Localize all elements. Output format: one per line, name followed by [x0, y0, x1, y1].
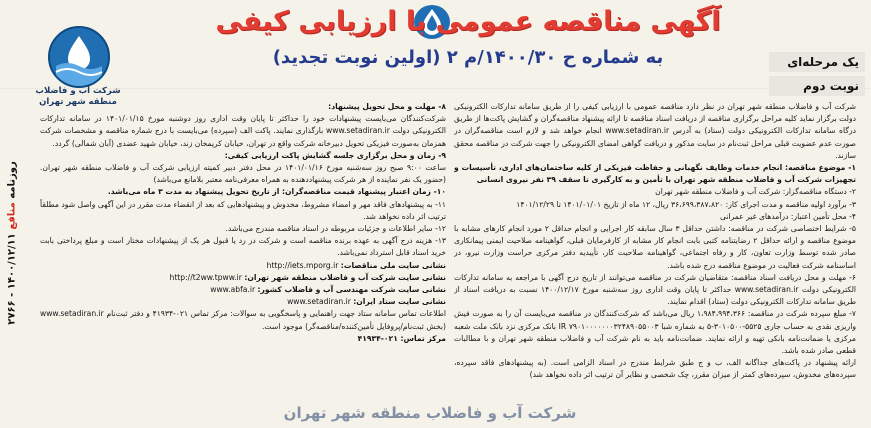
item-6: ۶- مهلت و محل دریافت اسناد مناقصه: متقاضیان شرکت در مناقصه می‌توانند از تاریخ درج آگهی با مراجعه به سامانه تدارکات الکترونیکی دولت www.setadiran.ir حداکثر تا پایان وقت اداری روز سه‌شنبه مورخ ۱۴۰۰/۱۲/۱۷ نسبت به دریافت اسناد از طریق سامانه تدارکات الکترونیکی دولت (ستاد) اقدام نمایند.	[454, 272, 856, 307]
contact-center: مرکز تماس: ۰۲۱-۴۱۹۳۴	[357, 333, 446, 343]
site-abfa-label: نشانی سایت شرکت مهندسی آب و فاضلاب کشور:	[257, 285, 446, 295]
item-2: ۲- دستگاه مناقصه‌گزار: شرکت آب و فاضلاب منطقه شهر تهران	[655, 187, 856, 197]
site-setad-label: نشانی سایت ستاد ایران:	[353, 297, 446, 307]
intro-paragraph: شرکت آب و فاضلاب منطقه شهر تهران در نظر دارد مناقصه عمومی با ارزیابی کیفی را از طریق سامانه تدارکات الکترونیکی دولت برگزار نماید کلیه مراحل برگزاری مناقصه از دریافت اسناد مناقصه تا ارائه پیشنهاد مناقصه‌گران و گشایش پاکت‌ها از طریق درگاه سامانه تدارکات الکترونیکی دولت (ستاد) به آدرس www.setadiran.ir انجام خواهد شد و لازم است مناقصه‌گران در صورت عدم عضویت قبلی مراحل ثبت‌نام در سایت مذکور و دریافت گواهی امضای الکترونیکی را جهت شرکت در مناقصه محقق سازند.	[454, 102, 856, 160]
stage-badge: یک مرحله‌ای	[769, 52, 865, 72]
item-12: ۱۲- سایر اطلاعات و جزئیات مربوطه در اسناد مناقصه مندرج می‌باشد.	[225, 224, 446, 234]
item-5: ۵- شرایط اختصاصی شرکت در مناقصه: داشتن حداقل ۳ سال سابقه کار اجرایی و انجام حداقل ۲ مورد انجام کارهای مشابه با موضوع مناقصه و ارائه حداقل ۲ رضایتنامه کتبی بابت انجام کار مشابه از کارفرمایان قبلی، گواهینامه صلاحیت ایمنی پیمانکاری صادر شده توسط وزارت تعاون، کار و رفاه اجتماعی، گواهینامه صلاحیت کار، تأییدیه دفتر مرکزی حراست وزارت نیرو، در اساسنامه شرکت فعالیت در موضوع مناقصه درج شده باشد.	[454, 224, 856, 270]
item-13: ۱۳- هزینه درج آگهی به عهده برنده مناقصه است و شرکت در رد یا قبول هر یک از پیشنهادات مختار است و مبلغ پرداختی بابت خرید اسناد قابل استرداد نمی‌باشد.	[40, 236, 446, 258]
company-logo	[28, 26, 128, 108]
item-8-heading: ۸- مهلت و محل تحویل پیشنهاد:	[328, 102, 446, 111]
turn-badge: نوبت دوم	[769, 76, 865, 96]
site-abfa-link[interactable]: www.abfa.ir	[210, 285, 256, 295]
site-national	[40, 260, 446, 272]
logo-caption-line2: منطقه شهر تهران	[39, 97, 117, 107]
site-national-link[interactable]: http://iets.mporg.ir	[266, 260, 339, 270]
left-column	[40, 101, 446, 403]
logo-caption-line1: شرکت آب و فاضلاب	[35, 86, 121, 96]
side-stamp-accent: منافع	[6, 202, 18, 230]
right-column	[454, 101, 856, 403]
site-national-label: نشانی سایت ملی مناقصات:	[340, 260, 446, 270]
item-11: ۱۱- به پیشنهادهای فاقد مهر و امضاء مشروط، مخدوش و پیشنهادهایی که بعد از انقضاء مدت مقرر در این آگهی واصل شود مطلقاً ترتیب اثر داده نخواهد شد.	[40, 199, 446, 221]
item-9: ساعت ۹:۰۰ صبح روز سه‌شنبه مورخ ۱۴۰۱/۰۱/۱۶ در محل دفتر دبیر کمیته ارزیابی شرکت آب و فاضلاب منطقه شهر تهران. (حضور یک نفر نماینده از هر شرکت پیشنهاددهنده به همراه معرفی‌نامه معتبر بلامانع می‌باشد)	[40, 163, 446, 185]
site-abfa	[40, 284, 446, 296]
item-7: ۷- مبلغ سپرده شرکت در مناقصه: ۱،۹۸۴،۹۹۴،۳۶۶ ریال می‌باشد که شرکت‌کنندگان در مناقصه می‌بایست آن را به صورت فیش واریزی نقدی به حساب جاری ۵۵۲۵-۳۰۱۰۵۰۰-۵ به شماره شبا IR ۷۹۰۱۰۰۰۰۰۰۰۳۲۴۸۹۰۵۵۰۰۳ بانک مرکزی نزد بانک ملت شعبه مرکزی یا ضمانت‌نامه بانکی تهیه و ارائه نمایند. ضمانت‌نامه باید به نام شرکت آب و فاضلاب منطقه شهر تهران و با مطالبات قطعی صادر شده باشد.	[454, 309, 856, 356]
site-setad	[40, 296, 446, 308]
item-10: ۱۰- زمان اعتبار پیشنهاد قیمت مناقصه‌گران: از تاریخ تحویل پیشنهاد به مدت ۳ ماه می‌باشد.	[107, 187, 446, 197]
item-3: ۳- برآورد اولیه مناقصه و مدت اجرای کار: ۳۶،۶۹۹،۳۸۷،۸۲۰ ریال، ۱۲ ماه از تاریخ ۱۴۰۱/۰۱/۰۱ تا ۱۴۰۱/۱۲/۲۹	[516, 199, 856, 209]
item-1: ۱- موضوع مناقصه: انجام خدمات وظایف نگهبانی و حفاظت فیزیکی از کلیه ساختمان‌های اداری، تأسیسات و تجهیزات شرکت آب و فاضلاب منطقه شهر تهران با تأمین و به کارگیری تا سقف ۳۹ نفر نیروی انسانی	[454, 163, 856, 185]
item-4: ۴- محل تأمین اعتبار: درآمدهای غیر عمرانی	[720, 211, 856, 221]
ad-subtitle: به شماره ح ۱۴۰۰/۳۰/م ۲ (اولین نوبت تجدید)	[272, 47, 664, 68]
footer-company-name: شرکت آب و فاضلاب منطقه شهر تهران	[283, 404, 577, 422]
side-stamp-number: ۱۴۰۰/۱۲/۱۱ - ۲۷۶۶	[6, 233, 18, 325]
side-stamp	[2, 118, 22, 368]
item-7b: ارائه پیشنهاد در پاکت‌های جداگانه الف، ب و ج طبق شرایط مندرج در اسناد الزامی است. (به پیشنهادهای فاقد سپرده، سپرده‌های مخدوش، سپرده‌های کمتر از میزان مقرر، چک شخصی و نظایر آن ترتیب اثر داده نخواهد شد)	[454, 358, 856, 380]
site-company	[40, 272, 446, 284]
item-9-heading: ۹- زمان و محل برگزاری جلسه گشایش پاکت ارزیابی کیفی:	[224, 150, 446, 160]
site-setad-link[interactable]: www.setadiran.ir	[287, 297, 351, 307]
divider	[0, 88, 871, 89]
logo-emblem	[48, 26, 110, 88]
site-company-label: نشانی سایت شرکت آب و فاضلاب منطقه شهر تهران:	[244, 272, 446, 282]
item-8: شرکت‌کنندگان می‌بایست پیشنهادات خود را حداکثر تا پایان وقت اداری روز دوشنبه مورخ ۱۴۰۱/۰۱/۱۵ در سامانه تدارکات الکترونیکی دولت www.setadiran.ir بارگذاری نمایند. پاکت الف (سپرده) می‌بایست با درج شماره مناقصه و مشخصات شرکت همزمان به‌صورت فیزیکی تحویل دبیرخانه شرکت واقع در تهران، خیابان کریمخان زند، خیابان شهید عضدی (آبان شمالی) گردد.	[40, 114, 446, 148]
site-company-link[interactable]: http://t2ww.tpww.ir	[169, 272, 242, 282]
ad-title: آگهی مناقصه عمومی با ارزیابی کیفی	[215, 6, 721, 37]
side-stamp-label: روزنامه	[6, 161, 18, 199]
contact-info: اطلاعات تماس سامانه ستاد جهت راهنمایی و پاسخگویی به سوالات: مرکز تماس ۰۲۱-۴۱۹۳۴ و دفتر ثبت‌نام www.setadiran.ir (بخش ثبت‌نام/پروفایل تأمین‌کننده/مناقصه‌گر) موجود است.	[40, 309, 446, 331]
